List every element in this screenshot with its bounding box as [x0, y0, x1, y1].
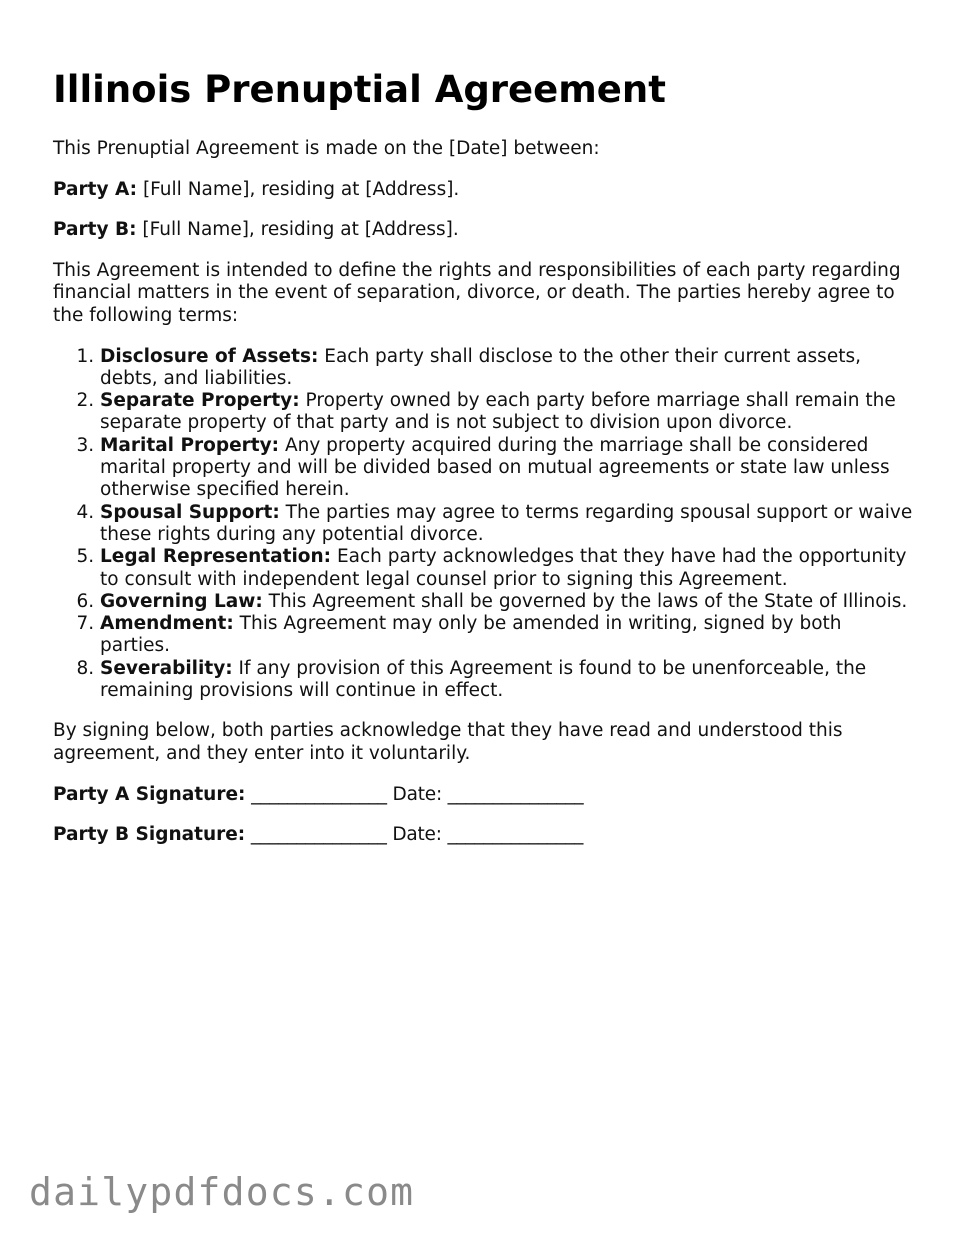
watermark-text: dailypdfdocs.com	[29, 1170, 415, 1214]
party-b-label: Party B:	[53, 219, 137, 241]
term-heading: Marital Property:	[100, 434, 280, 456]
party-b-signature-line	[53, 824, 913, 847]
intro-paragraph: This Prenuptial Agreement is made on the [Date] between:	[53, 138, 600, 159]
party-a-signature-label: Party A Signature:	[53, 783, 246, 805]
document-title: Illinois Prenuptial Agreement	[53, 68, 666, 111]
term-text: This Agreement may only be amended in writing, signed by both parties.	[100, 613, 842, 657]
term-item	[100, 390, 913, 435]
term-text: This Agreement shall be governed by the laws of the State of Illinois.	[262, 590, 908, 612]
term-text: If any provision of this Agreement is found to be unenforceable, the remaining provisions will continue in effect.	[100, 657, 867, 702]
term-item	[100, 658, 913, 703]
term-text: Property owned by each party before marriage shall remain the separate property of that party and is not subject to division upon divorce.	[100, 390, 896, 434]
purpose-paragraph: This Agreement is intended to define the rights and responsibilities of each party regarding financial matters in the event of separation, divorce, or death. The parties hereby agree to the following terms:	[53, 259, 901, 326]
party-a-details: [Full Name], residing at [Address].	[137, 178, 460, 200]
party-b-signature-blanks: _______________ Date: _______________	[245, 824, 584, 846]
term-item	[100, 591, 913, 613]
term-item	[100, 613, 913, 658]
term-heading: Legal Representation:	[100, 546, 332, 568]
term-text: Each party shall disclose to the other their current assets, debts, and liabilities.	[100, 345, 861, 389]
party-a-label: Party A:	[53, 178, 138, 200]
term-heading: Separate Property:	[100, 390, 300, 412]
term-item	[100, 346, 913, 391]
term-heading: Disclosure of Assets:	[100, 345, 319, 367]
document-page	[53, 66, 913, 847]
party-b-signature-label: Party B Signature:	[53, 824, 246, 846]
term-item	[100, 546, 913, 591]
terms-list	[53, 346, 913, 703]
term-text: Each party acknowledges that they have had the opportunity to consult with independent legal counsel prior to signing this Agreement.	[100, 546, 907, 590]
term-heading: Spousal Support:	[100, 501, 280, 523]
party-a-line	[53, 179, 913, 202]
party-b-line	[53, 219, 913, 242]
party-a-signature-line	[53, 784, 913, 807]
term-text: The parties may agree to terms regarding spousal support or waive these rights during any potential divorce.	[100, 501, 913, 545]
term-text: Any property acquired during the marriage shall be considered marital property and will be divided based on mutual agreements or state law unless otherwise specified herein.	[100, 434, 890, 501]
term-item	[100, 502, 913, 547]
term-item	[100, 435, 913, 502]
term-heading: Severability:	[100, 657, 233, 679]
term-heading: Governing Law:	[100, 590, 263, 612]
party-b-details: [Full Name], residing at [Address].	[136, 219, 459, 241]
party-a-signature-blanks: _______________ Date: _______________	[245, 783, 584, 805]
term-heading: Amendment:	[100, 613, 234, 635]
closing-paragraph: By signing below, both parties acknowledge that they have read and understood this agreement, and they enter into it voluntarily.	[53, 720, 843, 764]
